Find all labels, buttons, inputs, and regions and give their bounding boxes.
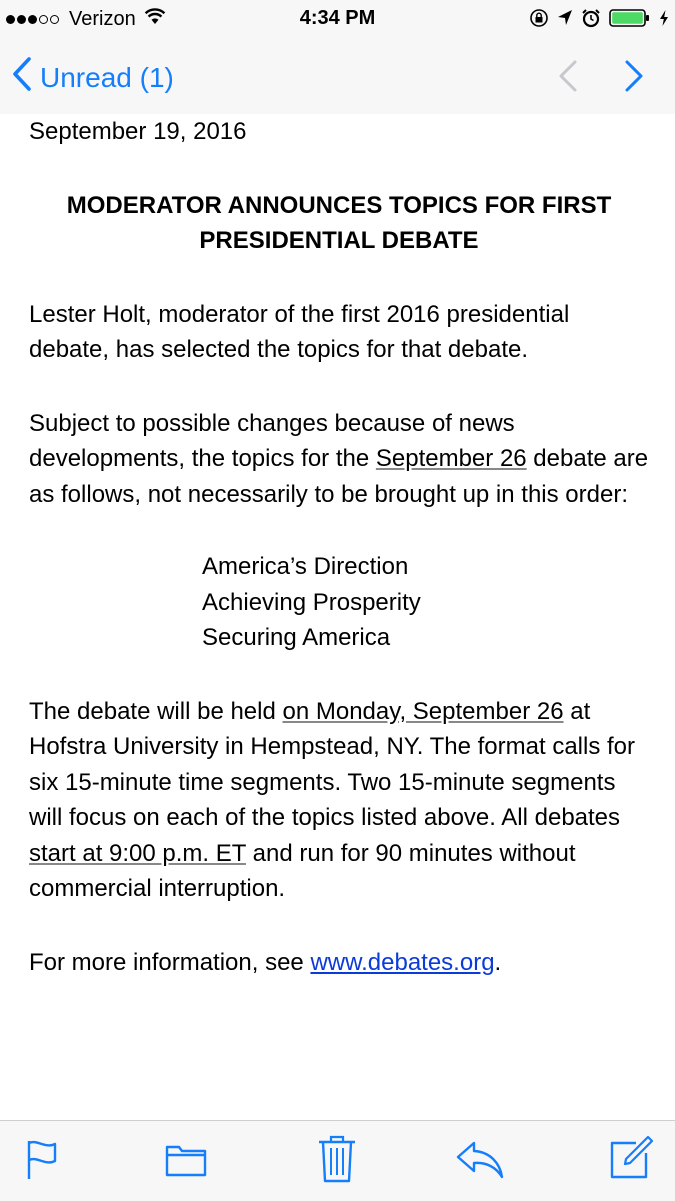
compose-button[interactable] (608, 1135, 654, 1186)
paragraph-intro: Lester Holt, moderator of the first 2016 presidential debate, has selected the topics for that debate. (29, 300, 570, 363)
paragraph-text: at Hofstra University in Hempstead, NY. The format calls for six 15-minute time segments. Two 15-minute segments will focus on each of the topics listed above. All debates (29, 697, 635, 831)
paragraph-more-info (29, 945, 649, 981)
headline-line-2: PRESIDENTIAL DEBATE (199, 227, 479, 254)
paragraph-details (29, 694, 649, 907)
alarm-icon (581, 8, 601, 28)
paragraph-topics-intro (29, 406, 649, 513)
back-button[interactable] (12, 56, 174, 99)
battery-icon (609, 8, 651, 28)
topics-list (202, 549, 649, 656)
list-item: Securing America (202, 624, 391, 651)
flag-icon (25, 1139, 61, 1181)
back-label: Unread (1) (40, 61, 174, 93)
trash-icon (317, 1135, 357, 1183)
chevron-left-icon (12, 56, 32, 99)
paragraph-text: and run for 90 minutes without commercial interruption. (29, 839, 576, 902)
date-link[interactable]: on Monday, September 26 (282, 697, 564, 725)
website-link[interactable]: www.debates.org (310, 948, 495, 976)
time-link[interactable]: start at 9:00 p.m. ET (29, 839, 246, 867)
email-body (29, 114, 649, 980)
trash-button[interactable] (317, 1135, 357, 1188)
paragraph-text: . (494, 948, 502, 976)
paragraph-text: debate are as follows, not necessarily to be brought up in this order: (29, 445, 649, 508)
rotation-lock-icon (529, 8, 549, 28)
status-right (521, 8, 669, 28)
email-date: September 19, 2016 (29, 118, 247, 145)
next-message-button[interactable] (622, 58, 646, 99)
list-item: Achieving Prosperity (202, 588, 421, 616)
date-link[interactable]: September 26 (375, 445, 527, 472)
status-bar (0, 0, 675, 40)
paragraph-text: Subject to possible changes because of news developments, the topics for the (29, 409, 515, 472)
list-item: America’s Direction (202, 553, 409, 580)
charging-icon (659, 9, 669, 27)
move-to-folder-button[interactable] (165, 1139, 207, 1186)
reply-button[interactable] (456, 1139, 504, 1186)
status-time: 4:34 PM (299, 7, 376, 29)
compose-icon (608, 1135, 654, 1181)
navigation-bar (0, 40, 675, 114)
paragraph-text: For more information, see (29, 948, 311, 976)
paragraph-text: The debate will be held (29, 697, 283, 725)
folder-icon (165, 1139, 207, 1181)
email-headline (29, 188, 649, 259)
bottom-toolbar (0, 1120, 675, 1201)
headline-line-1: MODERATOR ANNOUNCES TOPICS FOR FIRST (66, 191, 612, 219)
previous-message-button[interactable] (556, 58, 580, 99)
flag-button[interactable] (25, 1139, 61, 1186)
reply-icon (456, 1139, 504, 1181)
carrier-name: Verizon (69, 7, 136, 30)
location-icon (557, 9, 573, 27)
